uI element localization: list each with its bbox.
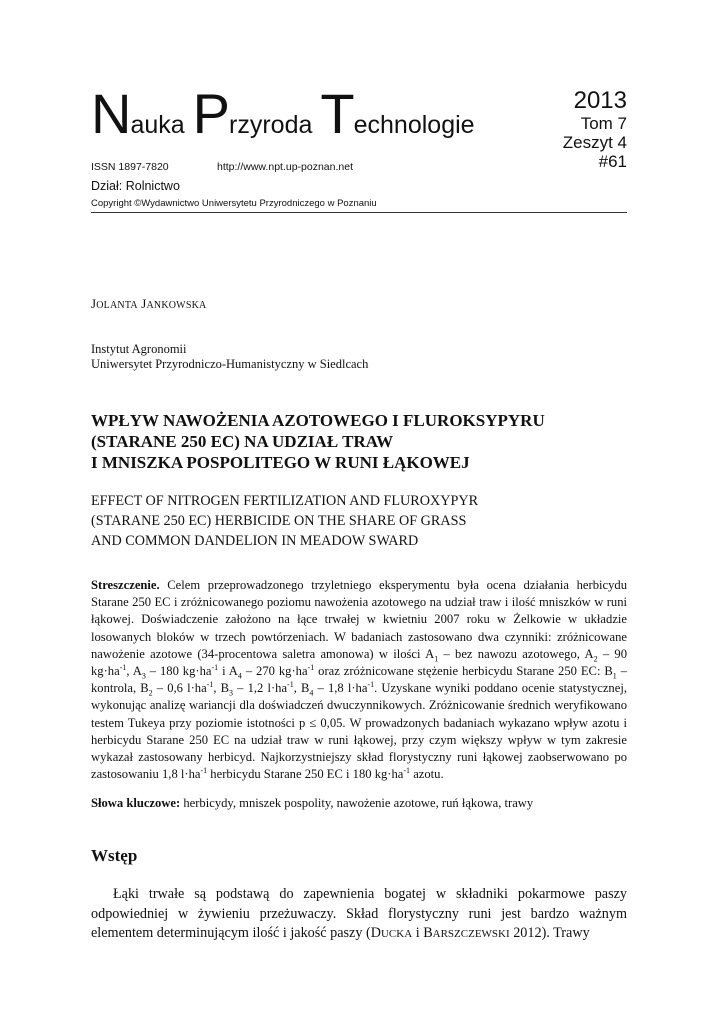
citation-author: ARSZCZEWSKI [432, 928, 510, 940]
abstract-text: – 90 kg·ha [91, 646, 628, 679]
subscript: 4 [237, 671, 242, 681]
subscript: 3 [141, 671, 146, 681]
abstract-text: – 0,6 l·ha [152, 681, 207, 696]
title-english-line: AND COMMON DANDELION IN MEADOW SWARD [91, 533, 419, 549]
title-polish-line: WPŁYW NAWOŻENIA AZOTOWEGO I FLUROKSYPYRU [91, 411, 545, 430]
journal-title-word2: rzyroda [229, 111, 313, 139]
citation-author: UCKA [380, 928, 413, 940]
superscript: -1 [211, 662, 219, 672]
abstract-label: Streszczenie. [91, 578, 160, 592]
abstract-text: herbicydu Starane 250 EC i 180 kg·ha [207, 767, 404, 782]
subscript: 1 [434, 654, 439, 664]
abstract-text: i A [218, 664, 238, 679]
title-polish-line: (STARANE 250 EC) NA UDZIAŁ TRAW [91, 432, 394, 451]
subscript: 2 [593, 654, 598, 664]
title-english-line: EFFECT OF NITROGEN FERTILIZATION AND FLUROXYPYR [91, 493, 479, 509]
citation-author: B [423, 925, 433, 941]
journal-copyright: Copyright ©Wydawnictwo Uniwersytetu Przyrodniczego w Poznaniu [91, 198, 377, 209]
superscript: -1 [287, 680, 294, 690]
abstract-text: – 1,2 l·ha [233, 681, 288, 696]
superscript: -1 [403, 766, 411, 776]
section-heading-intro: Wstęp [91, 846, 138, 865]
journal-title-word1: auka [130, 111, 185, 139]
author-affiliation [91, 342, 368, 372]
journal-title-initial-t: T [320, 82, 354, 145]
superscript: -1 [119, 662, 127, 672]
journal-title [91, 82, 483, 145]
header-divider [91, 212, 627, 213]
citation-conjunction: i [412, 925, 424, 941]
title-english-line: (STARANE 250 EC) HERBICIDE ON THE SHARE OF GRASS [91, 513, 467, 529]
author-last-rest: ANKOWSKA [146, 300, 207, 311]
author-first-rest: OLANTA [96, 300, 138, 311]
abstract-text: , A [126, 664, 142, 679]
journal-title-initial-n: N [91, 82, 131, 145]
superscript: -1 [307, 662, 315, 672]
abstract-text: . Uzyskane wyniki poddano ocenie statystycznej, wykonując analizę wariancji dla doświadczeń dwuczynnikowych. Zróżnicowanie średnich weryfikowano testem Tukeya przy poziomie istotności p ≤ 0,05. W prowadzonych badaniach wykazano wpływ azotu i herbicydu Starane 250 EC na udział traw w runi łąkowej, przy czym większy wpływ w tym zakresie wykazał zastosowany herbicyd. Najkorzystniejszy skład florystyczny runi łąkowej zaobserwowano po zastosowaniu 1,8 l·ha [91, 681, 627, 782]
affiliation-university: Uniwersytet Przyrodniczo-Humanistyczny w Siedlcach [91, 357, 369, 371]
intro-paragraph [91, 885, 627, 945]
issue-year: 2013 [573, 87, 627, 114]
issue-info [563, 88, 627, 171]
citation-author: D [370, 925, 381, 941]
superscript: -1 [206, 680, 214, 690]
abstract-text: – kontrola, B [91, 664, 627, 696]
journal-title-initial-p: P [192, 82, 230, 145]
keywords-label: Słowa kluczowe: [91, 796, 181, 810]
subscript: 1 [612, 671, 617, 681]
issue-number: Zeszyt 4 [562, 133, 627, 152]
abstract [91, 577, 627, 783]
journal-section: Dział: Rolnictwo [91, 179, 180, 193]
issue-article-number: #61 [598, 152, 627, 171]
abstract-text: oraz zróżnicowane stężenie herbicydu Starane 250 EC: B [314, 664, 613, 679]
author-last-initial: J [141, 296, 147, 311]
keywords [91, 795, 627, 812]
author-name [91, 296, 206, 312]
affiliation-institute: Instytut Agronomii [91, 342, 187, 356]
abstract-text: , B [293, 681, 310, 696]
subscript: 4 [309, 688, 314, 698]
abstract-text: – 1,8 l·ha [313, 681, 368, 696]
keywords-text: herbicydy, mniszek pospolity, nawożenie azotowe, ruń łąkowa, trawy [180, 796, 534, 810]
subscript: 3 [229, 688, 234, 698]
journal-title-word3: echnologie [353, 111, 475, 139]
abstract-text: , B [213, 681, 230, 696]
abstract-text: – bez nawozu azotowego, A [438, 646, 594, 661]
abstract-text: – 180 kg·ha [145, 664, 212, 679]
journal-issn: ISSN 1897-7820 [91, 161, 169, 173]
intro-text: 2012). Trawy [509, 925, 590, 941]
intro-text: Łąki trwałe są podstawą do zapewnienia bogatej w składniki pokarmowe paszy odpowiedniej w żywieniu przeżuwaczy. Skład florystyczny runi jest bardzo ważnym elementem determinującym ilość i jakość paszy ( [91, 886, 627, 941]
abstract-text: azotu. [410, 767, 444, 782]
abstract-text: – 270 kg·ha [241, 664, 308, 679]
title-english [91, 491, 631, 551]
subscript: 2 [148, 688, 153, 698]
title-polish [91, 410, 631, 473]
journal-masthead [91, 82, 621, 146]
abstract-text: Celem przeprowadzonego trzyletniego eksperymentu była ocena działania herbicydu Starane 250 EC i zróżnicowanego poziomu nawożenia azotowego na udział traw i ilość mniszków w runi łąkowej. Doświadczenie założono na łące trwałej w kwietniu 2007 roku w Żelkowie w układzie losowanych bloków w trzech powtórzeniach. W badaniach zastosowano dwa czynniki: zróżnicowane nawożenie azotowe (34-procentowa saletra amonowa) w ilości A [91, 578, 627, 661]
superscript: -1 [200, 766, 208, 776]
author-first-initial: J [91, 296, 97, 311]
title-polish-line: I MNISZKA POSPOLITEGO W RUNI ŁĄKOWEJ [91, 453, 470, 472]
superscript: -1 [367, 680, 375, 690]
journal-meta [91, 161, 354, 173]
journal-url[interactable]: http://www.npt.up-poznan.net [217, 161, 354, 173]
issue-volume: Tom 7 [580, 114, 627, 133]
